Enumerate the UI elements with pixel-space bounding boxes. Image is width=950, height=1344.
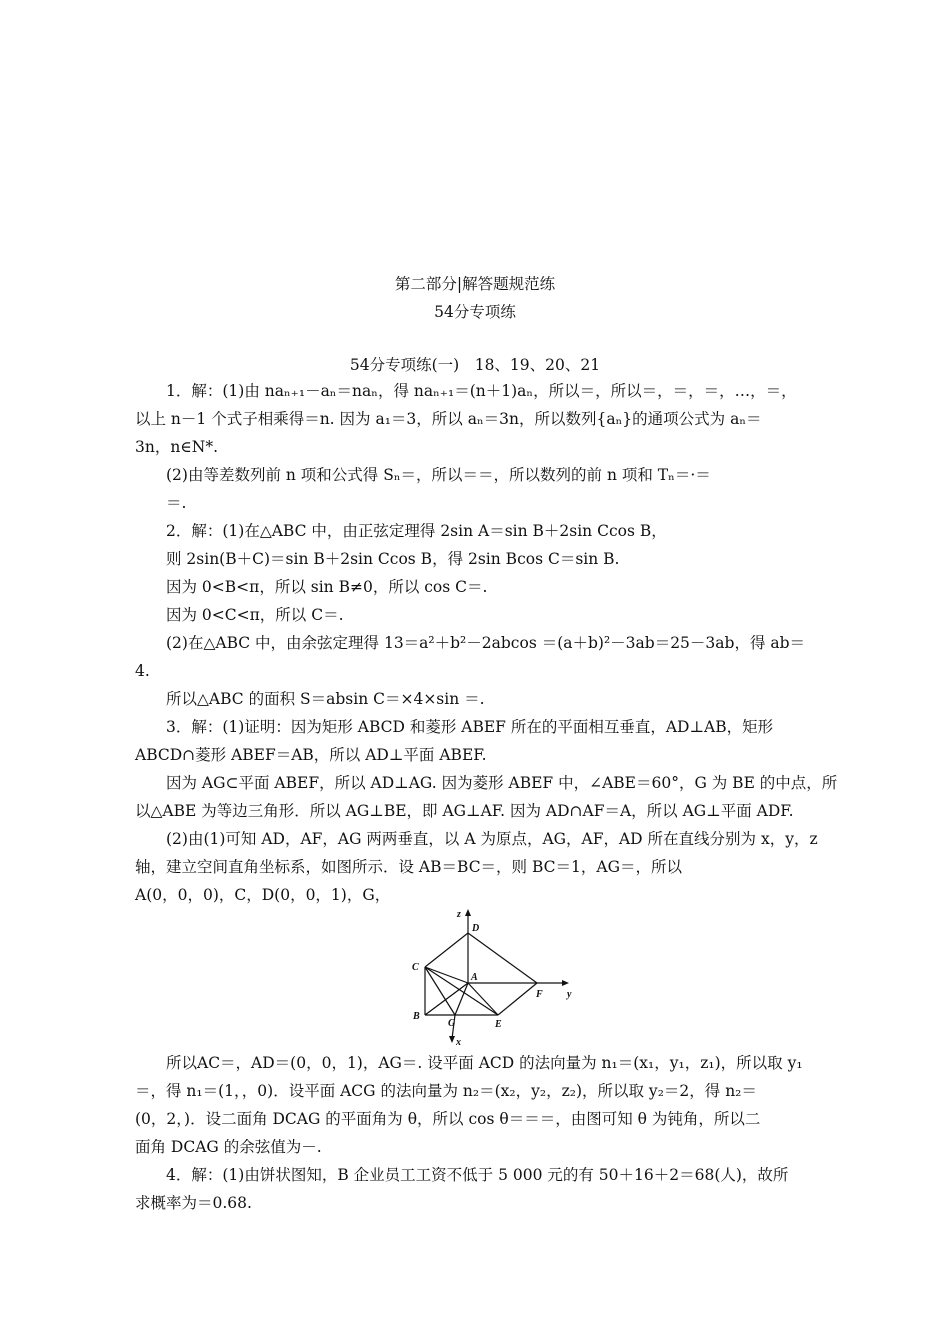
text-line: 轴，建立空间直角坐标系，如图所示．设 AB＝BC＝，则 BC＝1，AG＝，所以 (135, 858, 682, 876)
subtitle: 54分专项练 (434, 303, 516, 321)
text-line: 面角 DCAG 的余弦值为－. (135, 1138, 322, 1156)
text-line: 2．解：(1)在△ABC 中，由正弦定理得 2sin A＝sin B＋2sin Ccos B， (166, 522, 667, 540)
label-A: A (471, 972, 478, 983)
text-line: ABCD∩菱形 ABEF＝AB，所以 AD⊥平面 ABEF. (135, 746, 487, 764)
label-z: z (457, 909, 461, 920)
text-line: (2)由(1)可知 AD，AF，AG 两两垂直，以 A 为原点，AG，AF，AD 所在直线分别为 x，y，z (166, 830, 818, 848)
text-line: A(0，0，0)，C，D(0，0，1)，G， (135, 886, 391, 904)
section-title: 54分专项练(一) 18、19、20、21 (349, 356, 601, 374)
label-x: x (456, 1037, 461, 1047)
part-title: 第二部分|解答题规范练 (394, 275, 556, 293)
coordinate-figure (405, 905, 575, 1047)
label-E: E (495, 1019, 502, 1030)
label-D: D (472, 923, 480, 934)
text-line: 则 2sin(B＋C)＝sin B＋2sin Ccos B，得 2sin Bcos C＝sin B. (166, 550, 620, 568)
label-B: B (413, 1011, 420, 1022)
text-line: (0，2，)．设二面角 DCAG 的平面角为 θ，所以 cos θ＝＝＝，由图可知 θ 为钝角，所以二 (135, 1110, 761, 1128)
text-line: ＝. (166, 494, 187, 512)
text-line: 4．解：(1)由饼状图知，B 企业员工工资不低于 5 000 元的有 50＋16＋2＝68(人)，故所 (166, 1166, 789, 1184)
label-C: C (412, 962, 419, 973)
text-line: (2)由等差数列前 n 项和公式得 Sₙ＝，所以＝＝，所以数列的前 n 项和 Tₙ＝·＝ (166, 466, 711, 484)
label-y: y (567, 989, 572, 1000)
text-line: 所以AC＝，AD＝(0，0，1)，AG＝. 设平面 ACD 的法向量为 n₁＝(x₁，y₁，z₁)，所以取 y₁ (166, 1054, 803, 1072)
text-line: 1．解：(1)由 naₙ₊₁－aₙ＝naₙ，得 naₙ₊₁＝(n＋1)aₙ，所以＝，所以＝，＝，＝，…，＝， (166, 382, 797, 400)
text-line: 4. (135, 662, 150, 680)
text-line: 以△ABE 为等边三角形．所以 AG⊥BE，即 AG⊥AF. 因为 AD∩AF＝A，所以 AG⊥平面 ADF. (135, 802, 794, 820)
text-line: ＝，得 n₁＝(1，，0)．设平面 ACG 的法向量为 n₂＝(x₂，y₂，z₂)，所以取 y₂＝2，得 n₂＝ (135, 1082, 757, 1100)
text-line: 因为 AG⊂平面 ABEF，所以 AD⊥AG. 因为菱形 ABEF 中，∠ABE＝60°，G 为 BE 的中点，所 (166, 774, 838, 792)
label-F: F (536, 989, 543, 1000)
text-line: 以上 n－1 个式子相乘得＝n. 因为 a₁＝3，所以 aₙ＝3n，所以数列{aₙ}的通项公式为 aₙ＝ (135, 410, 762, 428)
text-line: 所以△ABC 的面积 S＝absin C＝×4×sin ＝. (166, 690, 485, 708)
text-line: 3n，n∈N*. (135, 438, 219, 456)
text-line: 因为 0<C<π，所以 C＝. (166, 606, 344, 624)
text-line: (2)在△ABC 中，由余弦定理得 13＝a²＋b²－2abcos ＝(a＋b)²－3ab＝25－3ab，得 ab＝ (166, 634, 806, 652)
text-line: 因为 0<B<π，所以 sin B≠0，所以 cos C＝. (166, 578, 488, 596)
text-line: 3．解：(1)证明：因为矩形 ABCD 和菱形 ABEF 所在的平面相互垂直，AD⊥AB，矩形 (166, 718, 774, 736)
text-line: 求概率为＝0.68. (135, 1194, 252, 1212)
label-G: G (448, 1018, 456, 1029)
